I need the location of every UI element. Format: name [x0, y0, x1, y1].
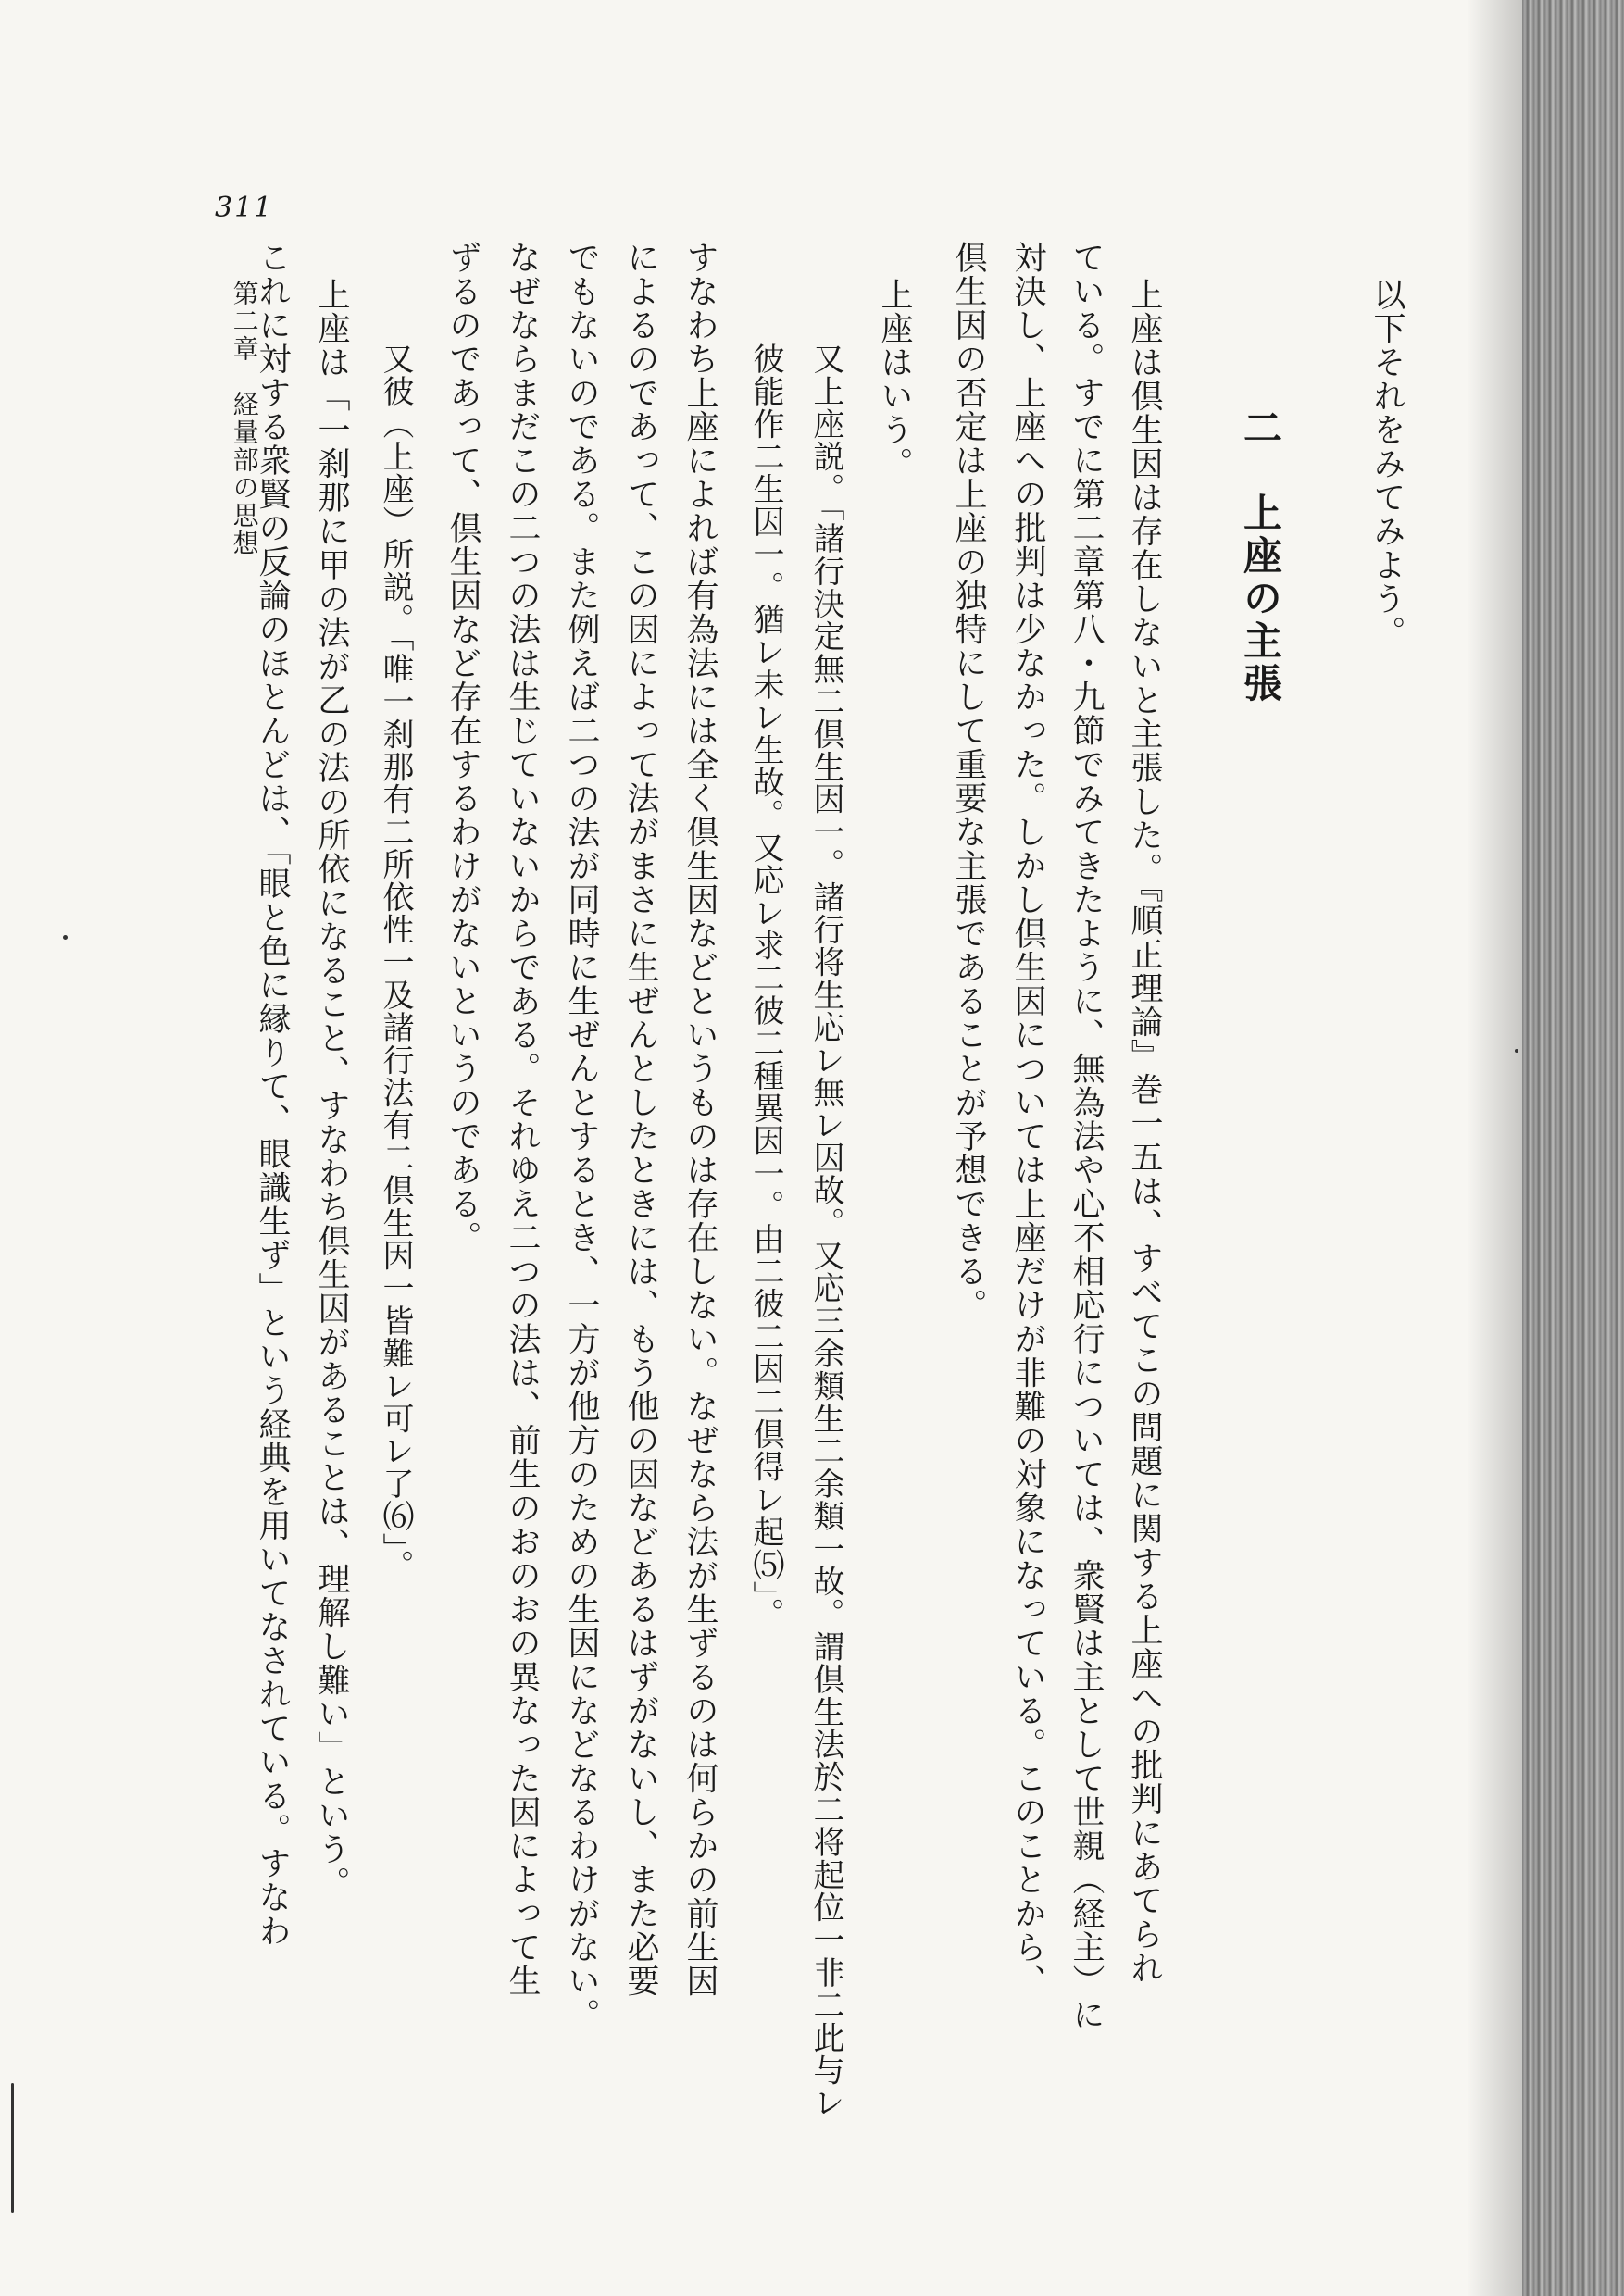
scan-speck — [63, 935, 68, 940]
text-column: 以下それをみてみよう。 — [1368, 278, 1405, 650]
scan-speck — [1515, 1049, 1518, 1053]
chapter-title: 第二章 経量部の思想 — [229, 279, 260, 557]
text-column: なぜならまだこの二つの法は生じていないからである。それゆえ二つの法は、前生のおのおの異なった因によって生 — [504, 241, 541, 1998]
text-column: 上座は倶生因は存在しないと主張した。『順正理論』巻一五は、すべてこの問題に関する上座への批判にあてられ — [1126, 278, 1163, 1985]
text-column: ている。すでに第二章第八・九節でみてきたように、無為法や心不相応行については、衆賢は主として世親（経主）に — [1068, 241, 1105, 2032]
quoted-passage-column: 又上座説。「諸行決定無二倶生因一。諸行将生応レ無レ因故。又応三余類生二余類一故。謂倶生法於二将起位一非二此与レ — [807, 343, 844, 2119]
text-column: ずるのであって、倶生因など存在するわけがないというのである。 — [444, 241, 481, 1254]
text-column: でもないのである。また例えば二つの法が同時に生ぜんとするとき、一方が他方のための生因になどなるわけがない。 — [563, 241, 600, 2032]
page-number: 311 — [215, 192, 274, 224]
text-column: 対決し、上座への批判は少なかった。しかし倶生因については上座だけが非難の対象になっている。このことから、 — [1009, 241, 1046, 1998]
text-column: これに対する衆賢の反論のほとんどは、「眼と色に縁りて、眼識生ず」という経典を用いてなされている。すなわ — [254, 241, 291, 1948]
quoted-passage-column: 彼能作二生因一。猶レ未レ生故。又応レ求二彼二種異因一。由二彼二因二倶得レ起⑸」。 — [747, 343, 784, 1630]
page-gutter-shadow — [1467, 0, 1522, 2296]
text-column: すなわち上座によれば有為法には全く倶生因などというものは存在しない。なぜなら法が生ずるのは何らかの前生因 — [681, 241, 718, 1998]
book-edge-shadow — [1522, 0, 1624, 2296]
section-heading: 二 上座の主張 — [1238, 407, 1283, 705]
quoted-passage-column: 又彼（上座）所説。「唯一刹那有二所依性一及諸行法有二倶生因一皆難レ可レ了⑹」。 — [377, 343, 414, 1582]
text-column: によるのであって、この因によって法がまさに生ぜんとしたときには、もう他の因などあるはずがないし、また必要 — [622, 241, 659, 1998]
text-column: 上座は「一刹那に甲の法が乙の法の所依になること、すなわち倶生因があることは、理解し難い」という。 — [313, 278, 350, 1900]
text-column: 倶生因の否定は上座の独特にして重要な主張であることが予想できる。 — [950, 241, 987, 1322]
scan-speck — [11, 2083, 14, 2213]
text-column: 上座はいう。 — [876, 278, 913, 480]
